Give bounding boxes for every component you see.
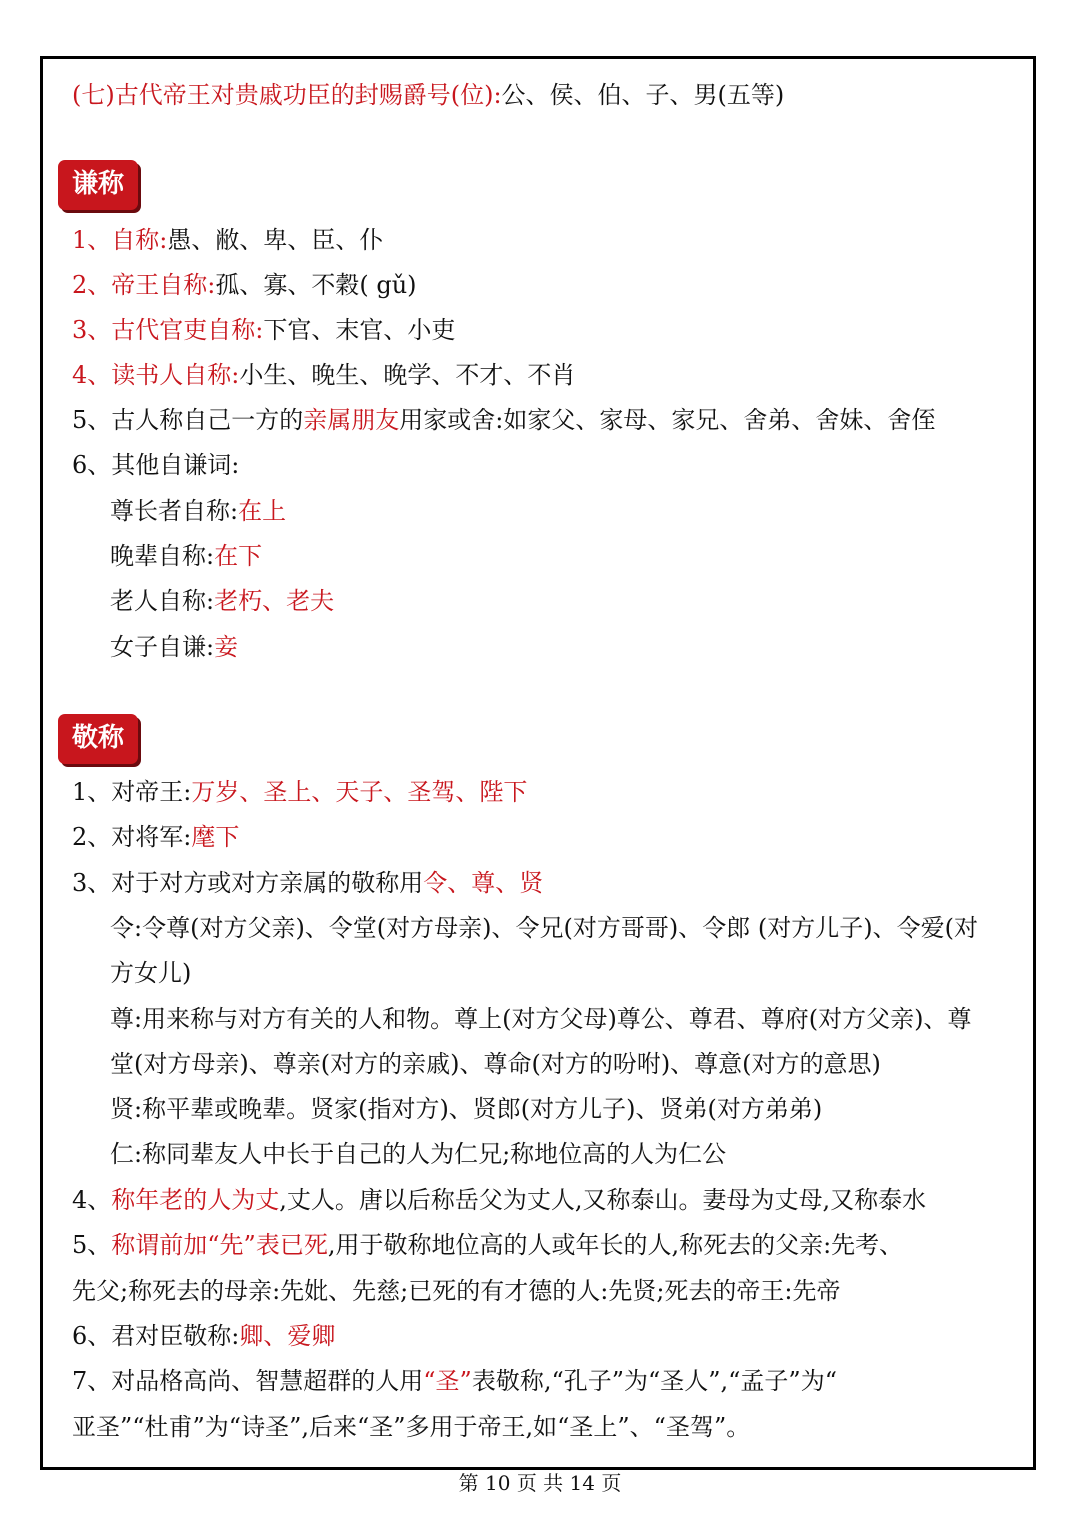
respect-item-5 — [72, 1230, 903, 1260]
respect-item-value: 万岁、圣上、天子、圣驾、陛下 — [191, 778, 528, 806]
other-value: 在上 — [238, 497, 287, 525]
page-footer: 第 10 页 共 14 页 — [458, 1471, 622, 1495]
humble-item-label: 1、自称: — [72, 226, 168, 254]
respect-item-value: 卿、爱卿 — [239, 1322, 336, 1350]
humble-item-4 — [72, 360, 575, 390]
humble-item-1 — [72, 225, 383, 255]
section-7-line — [72, 80, 784, 110]
zun-line-2: 堂(对方母亲)、尊亲(对方的亲戚)、尊命(对方的吩咐)、尊意(对方的意思) — [110, 1050, 881, 1078]
humble-other-2 — [110, 541, 262, 571]
respect-item-5-line-2: 先父;称死去的母亲:先妣、先慈;已死的有才德的人:先贤;死去的帝王:先帝 — [72, 1277, 841, 1305]
respect-item-highlight: 称年老的人为丈 — [111, 1186, 280, 1214]
other-value: 老朽、老夫 — [214, 587, 335, 615]
respect-item-text: 7、对品格高尚、智慧超群的人用 — [72, 1367, 424, 1395]
respect-item-label: 6、君对臣敬称: — [72, 1322, 240, 1350]
respect-item-number: 4、 — [72, 1186, 112, 1214]
respect-item-6 — [72, 1321, 335, 1351]
humble-item-text: 下官、末官、小吏 — [263, 316, 456, 344]
humble-item-highlight: 亲属朋友 — [303, 406, 400, 434]
humble-item-3 — [72, 315, 455, 345]
respect-item-4 — [72, 1185, 926, 1215]
respect-item-text: 表敬称,“孔子”为“圣人”,“孟子”为“ — [471, 1367, 837, 1395]
ling-line-2: 方女儿) — [110, 959, 192, 987]
respect-item-2 — [72, 822, 239, 852]
respect-item-1 — [72, 777, 527, 807]
respect-item-highlight: “圣” — [423, 1367, 472, 1395]
zun-line-1: 尊:用来称与对方有关的人和物。尊上(对方父母)尊公、尊君、尊府(对方父亲)、尊 — [110, 1005, 972, 1033]
respect-item-number: 5、 — [72, 1231, 112, 1259]
humble-item-label: 4、读书人自称: — [72, 361, 240, 389]
humble-item-text: 孤、寡、不穀( gǔ) — [215, 271, 417, 299]
section-7-label: (七)古代帝王对贵戚功臣的封赐爵号(位): — [72, 81, 502, 109]
humble-item-text: 用家或舍:如家父、家母、家兄、舍弟、舍妹、舍侄 — [399, 406, 936, 434]
respect-item-value: 令、尊、贤 — [423, 869, 544, 897]
respect-item-highlight: 称谓前加“先”表已死 — [111, 1231, 328, 1259]
humble-item-5 — [72, 405, 935, 435]
respect-item-label: 3、对于对方或对方亲属的敬称用 — [72, 869, 424, 897]
humble-other-3 — [110, 586, 334, 616]
respect-item-text: ,用于敬称地位高的人或年长的人,称死去的父亲:先考、 — [327, 1231, 904, 1259]
xian-line: 贤:称平辈或晚辈。贤家(指对方)、贤郎(对方儿子)、贤弟(对方弟弟) — [110, 1095, 823, 1123]
respect-item-value: 麾下 — [191, 823, 240, 851]
other-value: 在下 — [214, 542, 263, 570]
humble-item-label: 3、古代官吏自称: — [72, 316, 264, 344]
respect-item-3 — [72, 868, 543, 898]
respect-heading-badge: 敬称 — [58, 714, 138, 764]
humble-item-text: 小生、晚生、晚学、不才、不肖 — [239, 361, 576, 389]
section-7-text: 公、侯、伯、子、男(五等) — [501, 81, 785, 109]
respect-item-text: ,丈人。唐以后称岳父为丈人,又称泰山。妻母为丈母,又称泰水 — [279, 1186, 927, 1214]
humble-item-label: 2、帝王自称: — [72, 271, 216, 299]
humble-item-text: 愚、敝、卑、臣、仆 — [167, 226, 384, 254]
humble-other-1 — [110, 496, 286, 526]
humble-item-text: 5、古人称自己一方的 — [72, 406, 304, 434]
other-label: 女子自谦: — [110, 633, 215, 661]
respect-item-label: 2、对将军: — [72, 823, 192, 851]
ren-line: 仁:称同辈友人中长于自己的人为仁兄;称地位高的人为仁公 — [110, 1140, 727, 1168]
humble-item-text: 6、其他自谦词: — [72, 451, 240, 479]
other-label: 老人自称: — [110, 587, 215, 615]
other-value: 妾 — [214, 633, 239, 661]
respect-item-label: 1、对帝王: — [72, 778, 192, 806]
ling-line-1: 令:令尊(对方父亲)、令堂(对方母亲)、令兄(对方哥哥)、令郎 (对方儿子)、令爱(对 — [110, 914, 978, 942]
respect-item-7 — [72, 1366, 837, 1396]
humble-item-2 — [72, 270, 417, 300]
humble-other-4 — [110, 632, 238, 662]
respect-item-7-line-2: 亚圣”“杜甫”为“诗圣”,后来“圣”多用于帝王,如“圣上”、“圣驾”。 — [72, 1413, 751, 1441]
humble-item-6 — [72, 450, 239, 480]
humble-heading-badge: 谦称 — [58, 160, 138, 210]
other-label: 晚辈自称: — [110, 542, 215, 570]
other-label: 尊长者自称: — [110, 497, 239, 525]
